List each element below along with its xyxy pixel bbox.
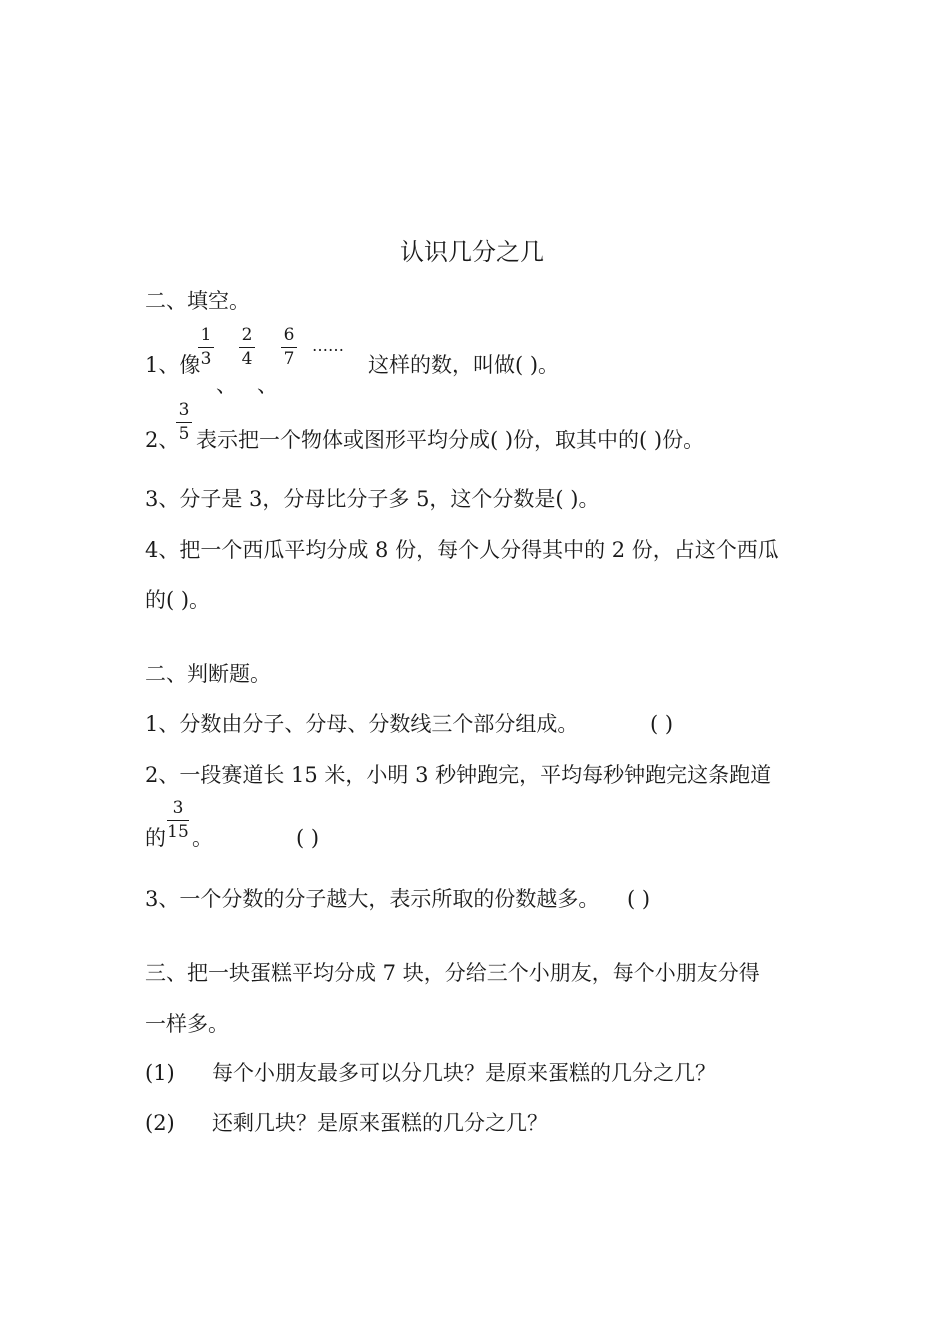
answer-bracket: ( ) [296, 826, 320, 850]
fraction-3-15 [167, 799, 189, 842]
numerator: 3 [172, 798, 184, 818]
question-1-prefix: 1、像 [145, 353, 201, 377]
question-4-line-2: 的( )。 [145, 588, 211, 612]
judge-question-2-suffix: 。 [192, 826, 213, 850]
fraction-6-7 [281, 326, 297, 369]
section-heading-fill-blank: 二、填空。 [145, 289, 250, 313]
question-1-text: 这样的数，叫做( )。 [368, 353, 560, 377]
fraction-bar [281, 347, 297, 348]
section-heading-true-false: 二、判断题。 [145, 662, 271, 686]
fraction-3-5 [176, 401, 192, 444]
question-4-line-1: 4、把一个西瓜平均分成 8 份，每个人分得其中的 2 份，占这个西瓜 [145, 538, 779, 562]
question-2-text: 表示把一个物体或图形平均分成( )份，取其中的( )份。 [196, 428, 705, 452]
question-3: 3、分子是 3，分母比分子多 5，这个分数是( )。 [145, 487, 600, 511]
judge-question-2-line-1: 2、一段赛道长 15 米，小明 3 秒钟跑完，平均每秒钟跑完这条跑道 [145, 763, 772, 787]
sub-question-1-text: 每个小朋友最多可以分几块？是原来蛋糕的几分之几？ [212, 1061, 716, 1085]
sub-question-2-label: (2) [145, 1111, 175, 1135]
question-2-prefix: 2、 [145, 428, 180, 452]
separator-comma: 、 [216, 373, 237, 397]
judge-question-3: 3、一个分数的分子越大，表示所取的份数越多。 [145, 887, 600, 911]
denominator: 3 [200, 349, 212, 369]
section-3-problem-line-1: 三、把一块蛋糕平均分成 7 块，分给三个小朋友，每个小朋友分得 [145, 961, 760, 985]
ellipsis: …… [312, 336, 344, 355]
denominator: 15 [167, 822, 189, 842]
answer-bracket: ( ) [627, 887, 651, 911]
judge-question-2-prefix: 的 [145, 826, 166, 850]
sub-question-2-text: 还剩几块？是原来蛋糕的几分之几？ [212, 1111, 548, 1135]
numerator: 3 [178, 400, 190, 420]
separator-comma: 、 [257, 373, 278, 397]
fraction-bar [198, 347, 214, 348]
denominator: 5 [178, 424, 190, 444]
numerator: 1 [200, 325, 212, 345]
numerator: 6 [283, 325, 295, 345]
fraction-bar [167, 820, 189, 821]
fraction-bar [176, 422, 192, 423]
fraction-1-3 [198, 326, 214, 369]
fraction-2-4 [239, 326, 255, 369]
fraction-bar [239, 347, 255, 348]
answer-bracket: ( ) [650, 712, 674, 736]
page-title: 认识几分之几 [400, 238, 544, 266]
section-3-problem-line-2: 一样多。 [145, 1012, 229, 1036]
sub-question-1-label: (1) [145, 1061, 175, 1085]
numerator: 2 [241, 325, 253, 345]
denominator: 4 [241, 349, 253, 369]
denominator: 7 [283, 349, 295, 369]
judge-question-1: 1、分数由分子、分母、分数线三个部分组成。 [145, 712, 579, 736]
